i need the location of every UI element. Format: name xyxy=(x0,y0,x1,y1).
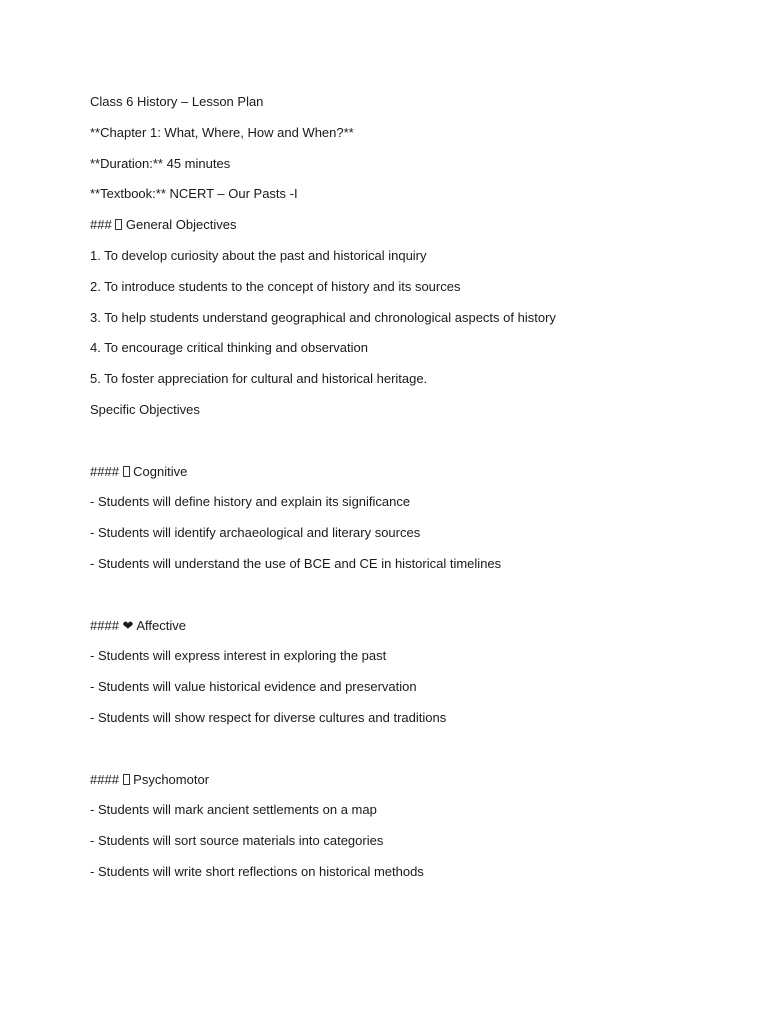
heading-text: Psychomotor xyxy=(129,771,210,787)
general-objective-item: 3. To help students understand geographical and chronological aspects of history xyxy=(90,309,556,325)
blank-line xyxy=(90,739,710,759)
duration-line: **Duration:** 45 minutes xyxy=(90,155,231,171)
cognitive-item: - Students will understand the use of BCE and CE in historical timelines xyxy=(90,555,502,571)
affective-item: - Students will show respect for diverse cultures and traditions xyxy=(90,709,447,725)
psychomotor-item: - Students will mark ancient settlements on a map xyxy=(90,802,377,818)
cognitive-heading xyxy=(90,462,710,482)
cognitive-item: - Students will identify archaeological and literary sources xyxy=(90,525,421,541)
heading-marker: #### xyxy=(90,463,123,479)
textbook-line: **Textbook:** NCERT – Our Pasts -I xyxy=(90,186,298,202)
heading-marker: #### xyxy=(90,617,123,633)
specific-objectives-label: Specific Objectives xyxy=(90,401,200,417)
document-title: Class 6 History – Lesson Plan xyxy=(90,94,264,109)
affective-item: - Students will value historical evidence and preservation xyxy=(90,679,417,695)
missing-glyph-icon xyxy=(123,774,130,785)
heading-marker: #### xyxy=(90,771,123,787)
heart-icon: ❤ xyxy=(122,617,134,633)
heading-marker: ### xyxy=(90,217,116,233)
affective-heading xyxy=(90,616,710,636)
heading-text: Affective xyxy=(133,617,186,633)
general-objective-item: 4. To encourage critical thinking and observation xyxy=(90,340,368,356)
blank-line xyxy=(90,585,710,605)
general-objectives-heading xyxy=(90,215,710,235)
general-objective-item: 1. To develop curiosity about the past and historical inquiry xyxy=(90,247,427,263)
blank-line xyxy=(90,431,710,451)
missing-glyph-icon xyxy=(123,466,130,477)
affective-item: - Students will express interest in exploring the past xyxy=(90,648,387,664)
cognitive-item: - Students will define history and explain its significance xyxy=(90,494,411,510)
chapter-line: **Chapter 1: What, Where, How and When?** xyxy=(90,124,354,140)
general-objective-item: 5. To foster appreciation for cultural and historical heritage. xyxy=(90,371,428,387)
psychomotor-item: - Students will write short reflections on historical methods xyxy=(90,863,424,879)
psychomotor-heading xyxy=(90,770,710,790)
general-objective-item: 2. To introduce students to the concept of history and its sources xyxy=(90,278,461,294)
heading-text: Cognitive xyxy=(129,463,188,479)
heading-text: General Objectives xyxy=(122,217,237,233)
psychomotor-item: - Students will sort source materials into categories xyxy=(90,833,384,849)
document-body xyxy=(90,92,710,893)
